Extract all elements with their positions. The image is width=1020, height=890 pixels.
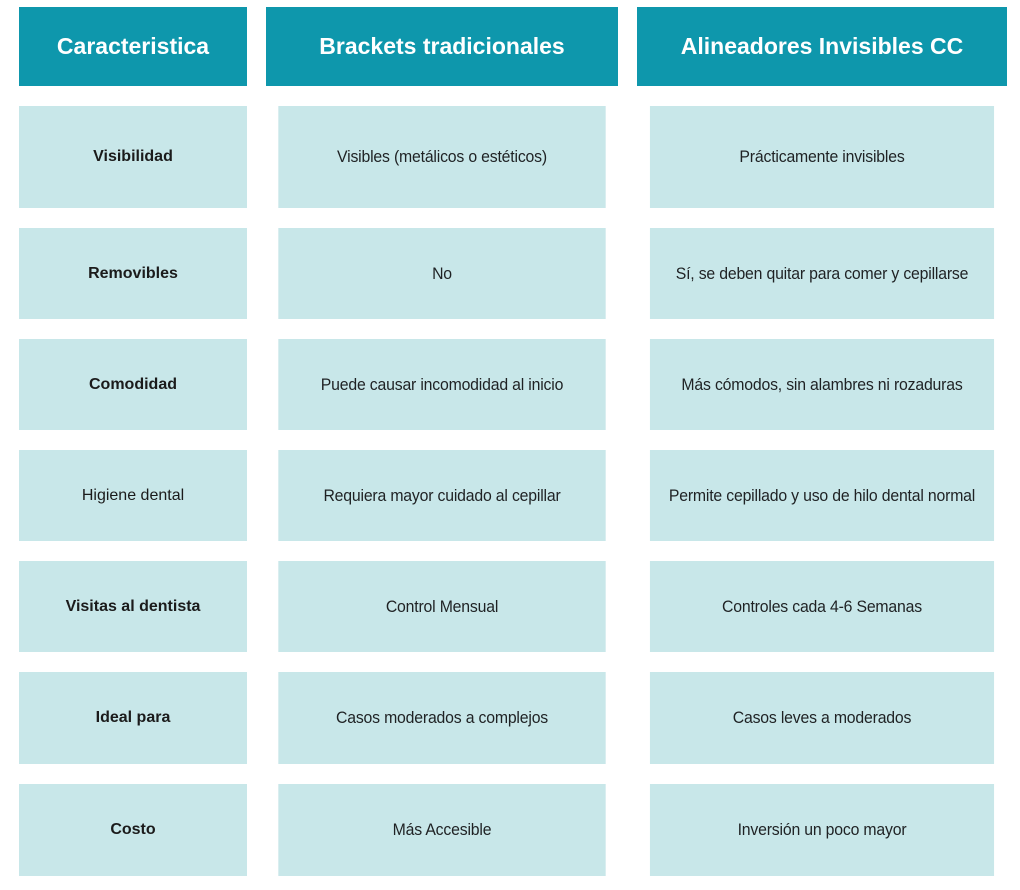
brackets-cell: Más Accesible — [278, 784, 605, 876]
header-brackets-tradicionales: Brackets tradicionales — [266, 7, 618, 86]
brackets-cell: Requiera mayor cuidado al cepillar — [278, 450, 605, 541]
aligners-cell: Casos leves a moderados — [650, 672, 994, 764]
aligners-cell: Controles cada 4-6 Semanas — [650, 561, 994, 652]
feature-cell: Removibles — [19, 228, 247, 319]
feature-cell: Visitas al dentista — [19, 561, 247, 652]
feature-cell: Costo — [19, 784, 247, 876]
aligners-cell: Más cómodos, sin alambres ni rozaduras — [650, 339, 994, 430]
brackets-cell: No — [278, 228, 605, 319]
feature-cell: Visibilidad — [19, 106, 247, 208]
feature-cell: Comodidad — [19, 339, 247, 430]
header-caracteristica: Caracteristica — [19, 7, 247, 86]
brackets-cell: Control Mensual — [278, 561, 605, 652]
aligners-cell: Inversión un poco mayor — [650, 784, 994, 876]
aligners-cell: Sí, se deben quitar para comer y cepillarse — [650, 228, 994, 319]
feature-cell: Higiene dental — [19, 450, 247, 541]
aligners-cell: Prácticamente invisibles — [650, 106, 994, 208]
brackets-cell: Puede causar incomodidad al inicio — [278, 339, 605, 430]
brackets-cell: Casos moderados a complejos — [278, 672, 605, 764]
brackets-cell: Visibles (metálicos o estéticos) — [278, 106, 605, 208]
header-alineadores-invisibles: Alineadores Invisibles CC — [637, 7, 1007, 86]
aligners-cell: Permite cepillado y uso de hilo dental normal — [650, 450, 994, 541]
feature-cell: Ideal para — [19, 672, 247, 764]
